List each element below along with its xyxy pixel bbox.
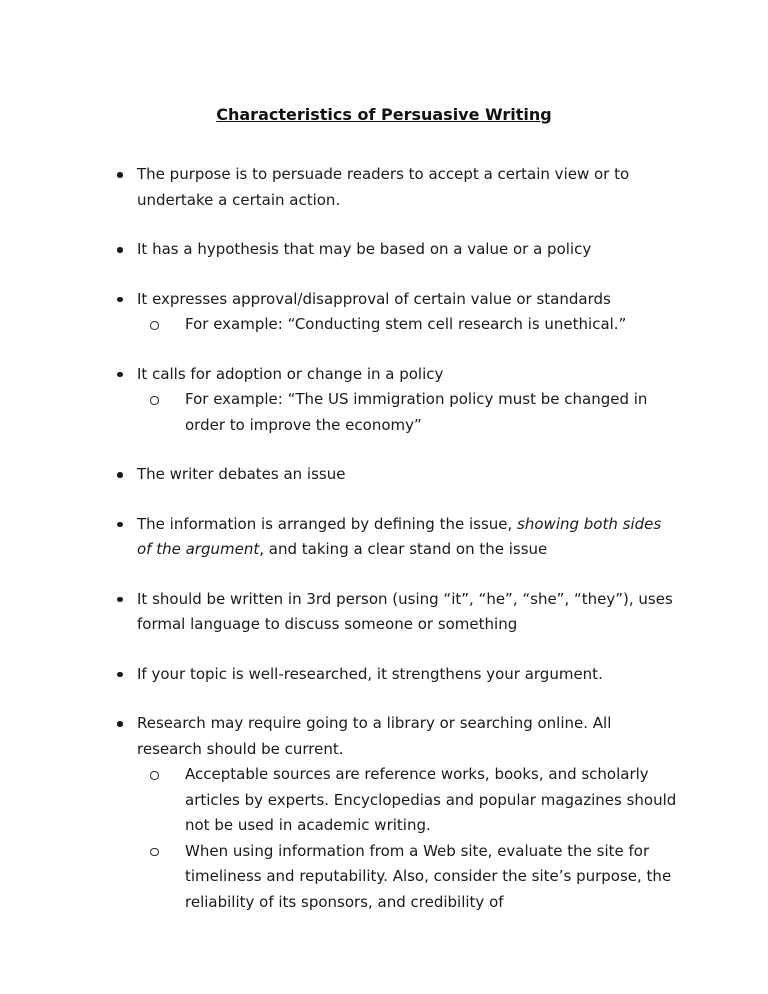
bullet-item — [117, 162, 677, 213]
bullet-marker-column — [117, 287, 137, 303]
bullet-row — [117, 662, 677, 688]
sub-bullet-text — [185, 762, 677, 839]
bullet-list — [0, 162, 768, 915]
bullet-row — [117, 587, 677, 638]
text-run: If your topic is well-researched, it strengthens your argument. — [137, 664, 603, 683]
text-run: Research may require going to a library or searching online. All research should be current. — [137, 714, 612, 758]
bullet-dot-icon — [117, 522, 123, 528]
bullet-row — [117, 237, 677, 263]
bullet-item — [117, 711, 677, 915]
bullet-row — [117, 711, 677, 762]
bullet-text — [137, 162, 677, 213]
text-run: When using information from a Web site, evaluate the site for timeliness and reputability. Also, consider the site’s purpose, the reliability of its sponsors, and credibility of — [185, 841, 672, 911]
sub-bullet-text — [185, 312, 677, 338]
bullet-text — [137, 362, 677, 388]
circle-bullet-icon — [150, 848, 159, 857]
sub-bullet-marker-column — [149, 387, 185, 405]
bullet-text — [137, 512, 677, 563]
bullet-dot-icon — [117, 672, 123, 678]
bullet-dot-icon — [117, 721, 123, 727]
sub-bullet-row — [149, 839, 677, 916]
text-run: For example: “Conducting stem cell research is unethical.” — [185, 315, 627, 333]
bullet-text — [137, 237, 677, 263]
bullet-row — [117, 512, 677, 563]
circle-bullet-icon — [150, 771, 159, 780]
bullet-marker-column — [117, 162, 137, 178]
sub-bullet-row — [149, 762, 677, 839]
page-title: Characteristics of Persuasive Writing — [216, 105, 552, 124]
text-run: The writer debates an issue — [137, 465, 346, 483]
sub-bullet-text — [185, 839, 677, 916]
text-run: It should be written in 3rd person (using “it”, “he”, “she”, “they”), uses formal language to discuss someone or something — [137, 589, 673, 633]
bullet-dot-icon — [117, 247, 123, 253]
text-run: The information is arranged by defining the issue, — [137, 514, 518, 533]
bullet-row — [117, 362, 677, 388]
bullet-item — [117, 287, 677, 338]
text-run: It expresses approval/disapproval of certain value or standards — [137, 289, 611, 308]
bullet-row — [117, 162, 677, 213]
circle-bullet-icon — [150, 321, 159, 330]
bullet-text — [137, 711, 677, 762]
text-run: The purpose is to persuade readers to accept a certain view or to undertake a certain action. — [137, 165, 630, 209]
bullet-dot-icon — [117, 372, 123, 378]
sub-bullet-marker-column — [149, 312, 185, 330]
bullet-text — [137, 287, 677, 313]
text-run: , and taking a clear stand on the issue — [259, 540, 548, 558]
bullet-marker-column — [117, 587, 137, 603]
text-run: For example: “The US immigration policy must be changed in order to improve the economy” — [185, 390, 648, 434]
bullet-marker-column — [117, 462, 137, 478]
bullet-marker-column — [117, 512, 137, 528]
bullet-text — [137, 587, 677, 638]
bullet-dot-icon — [117, 472, 123, 478]
sub-bullet-marker-column — [149, 839, 185, 857]
bullet-marker-column — [117, 237, 137, 253]
bullet-dot-icon — [117, 172, 123, 178]
bullet-row — [117, 462, 677, 488]
text-run: It has a hypothesis that may be based on a value or a policy — [137, 240, 592, 258]
sub-bullet-row — [149, 312, 677, 338]
circle-bullet-icon — [150, 396, 159, 405]
bullet-item — [117, 662, 677, 688]
bullet-item — [117, 462, 677, 488]
bullet-item — [117, 512, 677, 563]
bullet-dot-icon — [117, 297, 123, 303]
text-run: Acceptable sources are reference works, books, and scholarly articles by experts. Encyclopedias and popular magazines should not be used in academic writing. — [185, 765, 677, 834]
bullet-marker-column — [117, 711, 137, 727]
bullet-text — [137, 662, 677, 688]
bullet-marker-column — [117, 662, 137, 678]
bullet-marker-column — [117, 362, 137, 378]
sub-bullet-text — [185, 387, 677, 438]
sub-bullet-marker-column — [149, 762, 185, 780]
bullet-item — [117, 362, 677, 439]
bullet-dot-icon — [117, 597, 123, 603]
bullet-text — [137, 462, 677, 488]
bullet-row — [117, 287, 677, 313]
italic-text-run: showing both sides of the argument — [137, 514, 662, 558]
sub-bullet-row — [149, 387, 677, 438]
bullet-item — [117, 237, 677, 263]
text-run: It calls for adoption or change in a policy — [137, 364, 444, 383]
bullet-item — [117, 587, 677, 638]
